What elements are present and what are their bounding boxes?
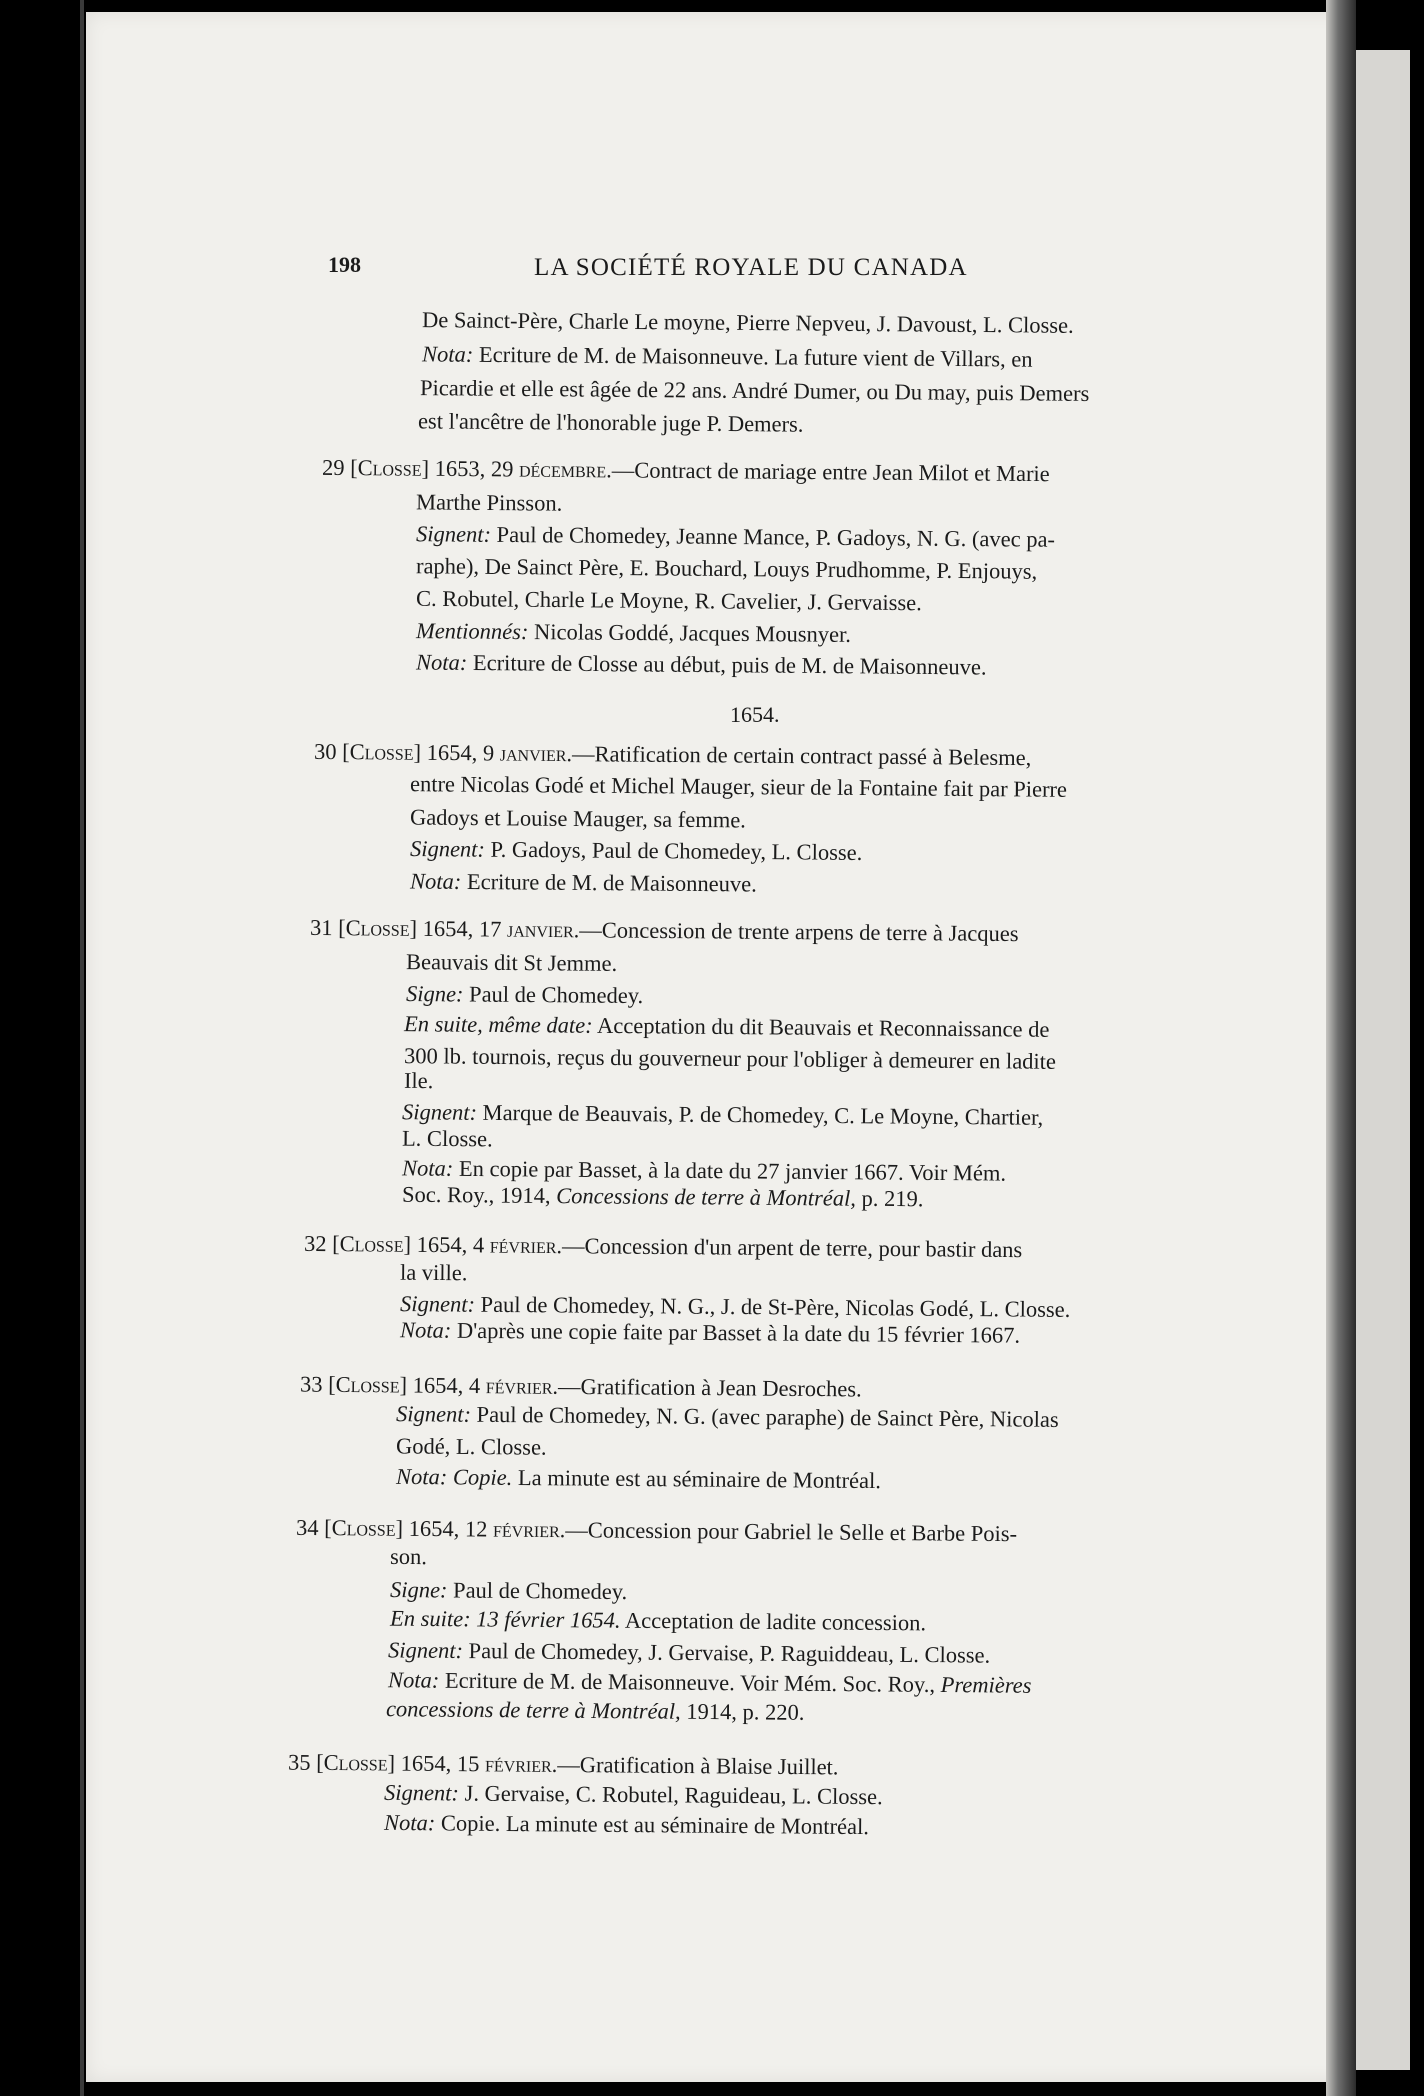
entry-31-signatures [402,1101,1043,1129]
en-suite-text: Acceptation du dit Beauvais et Reconnaissance de [596,1012,1050,1042]
signent-label: Signent: [383,1779,460,1806]
entry-date: 1654, 12 février. [408,1515,566,1543]
entry-34-nota-line-2 [386,1698,805,1724]
entry-date: 1654, 4 février. [416,1231,563,1259]
nota-text: En copie par Basset, à la date du 27 janvier 1667. Voir Mém. [458,1155,1007,1186]
running-title: LA SOCIÉTÉ ROYALE DU CANADA [534,254,968,281]
entry-title: —Gratification à Jean Desroches. [557,1373,862,1402]
entry-29-mentions [416,620,851,646]
nota-text: D'après une copie faite par Basset à la date du 15 février 1667. [456,1317,1021,1348]
entry-30-signatures [410,838,862,864]
mentionnes-label: Mentionnés: [415,618,529,645]
en-suite-label: En suite, même date: [403,1011,593,1038]
signatures-text: J. Gervaise, C. Robutel, Raguideau, L. Closse. [464,1780,883,1810]
entry-notary: [Closse] [324,1515,404,1541]
entry-34-signatures [388,1639,990,1667]
entry-title: —Concession pour Gabriel le Selle et Barbe Pois- [565,1517,1018,1547]
signatures-text: Paul de Chomedey, J. Gervaise, P. Raguiddeau, L. Closse. [468,1638,991,1668]
entry-34-heading [295,1514,1018,1547]
entry-34-nota [388,1669,1032,1697]
entry-31-line-2: Beauvais dit St Jemme. [405,949,618,976]
entry-number: 31 [309,914,333,941]
entry-29-nota [415,649,987,680]
nota-copie: Copie. [452,1464,513,1490]
signe-text: Paul de Chomedey. [453,1577,628,1605]
signatures-text: P. Gadoys, Paul de Chomedey, L. Closse. [490,836,863,865]
entry-30-nota [410,870,757,896]
signatures-text: Paul de Chomedey, N. G., J. de St-Père, Nicolas Godé, L. Closse. [480,1291,1071,1322]
nota-label: Nota: [409,868,462,894]
signent-label: Signent: [399,1291,476,1317]
entry-35-signatures [383,1779,883,1810]
publication-title: Concessions de terre à Montréal, [556,1183,857,1211]
signe-label: Signe: [389,1576,448,1603]
entry-29-sig-line-2: raphe), De Sainct Père, E. Bouchard, Louys Prudhomme, P. Enjouys, [415,553,1038,584]
publication-title: concessions de terre à Montréal, [385,1696,681,1724]
entry-29-signatures [416,523,1055,551]
signatures-text: Paul de Chomedey, N. G. (avec paraphe) de Sainct Père, Nicolas [476,1401,1059,1432]
entry-32-line-2: la ville. [399,1259,468,1286]
nota-label: Nota: [401,1155,454,1181]
entry-30-heading [313,738,1032,771]
entry-33-sig-line-2: Godé, L. Closse. [395,1433,547,1460]
entry-31-nota [402,1157,1006,1185]
entry-31-signe [405,980,644,1009]
entry-title: —Ratification de certain contract passé à Belesme, [571,741,1032,771]
entry-32-nota [400,1319,1020,1347]
entry-number: 33 [299,1371,323,1397]
entry-35-heading [287,1749,839,1780]
entry-29-sig-line-3: C. Robutel, Charle Le Moyne, R. Cavelier, J. Gervaisse. [415,585,922,616]
nota-label: Nota: [399,1317,452,1343]
nota-text: p. 219. [861,1185,924,1212]
entry-31-suite-line-2: 300 lb. tournois, reçus du gouverneur pour l'obliger à demeurer en ladite [403,1043,1057,1074]
entry-31-sig-line-2: L. Closse. [401,1125,493,1152]
entry-32-heading [303,1230,1023,1263]
signe-text: Paul de Chomedey. [469,981,644,1009]
signatures-text: Paul de Chomedey, Jeanne Mance, P. Gadoys, N. G. (avec pa- [496,521,1056,552]
entry-31-heading [309,914,1019,947]
nota-label: Nota: [387,1667,440,1693]
entry-date: 1654, 17 janvier. [422,915,580,943]
entry-number: 30 [313,738,337,765]
entry-date: 1654, 4 février. [412,1372,559,1399]
entry-29-line-2: Marthe Pinsson. [415,489,563,516]
nota-text: Ecriture de M. de Maisonneuve. [466,868,757,897]
entry-33-signatures [396,1403,1059,1431]
nota-label: Nota: [421,341,474,367]
entry-number: 32 [303,1230,327,1257]
nota-label: Nota: [415,649,468,675]
intro-line-4: est l'ancêtre de l'honorable juge P. Demers. [417,408,804,437]
signe-label: Signe: [405,980,464,1007]
entry-31-nota-line-2 [401,1181,924,1212]
en-suite-label: En suite: 13 février 1654. [389,1605,621,1633]
en-suite-text: Acceptation de ladite concession. [624,1607,927,1636]
signent-label: Signent: [409,836,486,862]
entry-34-line-2: son. [389,1543,428,1570]
entry-29-heading [321,454,1050,487]
entry-title: —Concession d'un arpent de terre, pour bastir dans [561,1233,1023,1263]
nota-label: Nota: [395,1463,448,1490]
entry-33-heading [299,1371,862,1402]
entry-30-line-3: Gadoys et Louise Mauger, sa femme. [409,804,746,833]
signent-label: Signent: [387,1637,464,1664]
entry-notary: [Closse] [350,455,430,481]
entry-30-line-2: entre Nicolas Godé et Michel Mauger, sieur de la Fontaine fait par Pierre [409,771,1068,802]
nota-label: Nota: [383,1809,436,1836]
intro-line-2 [422,343,1033,371]
nota-text: 1914, p. 220. [686,1698,805,1725]
entry-33-nota [395,1463,881,1494]
intro-line-3: Picardie et elle est âgée de 22 ans. André Dumer, ou Du may, puis Demers [419,375,1090,406]
entry-date: 1654, 9 janvier. [426,739,573,767]
entry-title: —Contract de mariage entre Jean Milot et Marie [611,457,1050,487]
intro-line-1: De Sainct-Père, Charle Le moyne, Pierre Nepveu, J. Davoust, L. Closse. [421,307,1074,338]
year-heading: 1654. [730,702,780,727]
signent-label: Signent: [401,1099,478,1125]
entry-number: 29 [321,454,345,481]
page-number: 198 [328,252,361,277]
entry-title: —Gratification à Blaise Juillet. [557,1751,839,1780]
entry-notary: [Closse] [316,1749,396,1776]
publication-title: Premières [940,1672,1032,1698]
entry-35-nota [383,1809,869,1840]
entry-notary: [Closse] [328,1371,408,1398]
nota-text: Ecriture de M. de Maisonneuve. Voir Mém. Soc. Roy., [444,1667,936,1697]
signent-label: Signent: [395,1401,472,1427]
nota-text: Ecriture de Closse au début, puis de M. de Maisonneuve. [472,650,987,680]
entry-notary: [Closse] [342,739,422,765]
entry-notary: [Closse] [338,915,418,941]
signent-label: Signent: [415,521,492,547]
entry-notary: [Closse] [332,1231,412,1257]
nota-text: Ecriture de M. de Maisonneuve. La future vient de Villars, en [478,341,1033,372]
entry-number: 34 [295,1514,319,1541]
nota-text: Soc. Roy., 1914, [401,1181,551,1209]
signatures-text: Marque de Beauvais, P. de Chomedey, C. Le Moyne, Chartier, [482,1099,1044,1130]
entry-title: —Concession de trente arpens de terre à Jacques [579,917,1019,947]
entry-date: 1653, 29 décembre. [434,455,612,483]
nota-text: Copie. La minute est au séminaire de Montréal. [440,1810,869,1840]
nota-text: La minute est au séminaire de Montréal. [517,1464,881,1494]
mentions-text: Nicolas Goddé, Jacques Mousnyer. [533,619,852,647]
entry-31-suite [404,1013,1050,1041]
entry-number: 35 [287,1749,311,1775]
entry-34-signe [389,1576,628,1605]
entry-31-suite-line-3: Ile. [403,1067,434,1094]
entry-date: 1654, 15 février. [400,1750,558,1777]
entry-34-suite [389,1605,927,1636]
